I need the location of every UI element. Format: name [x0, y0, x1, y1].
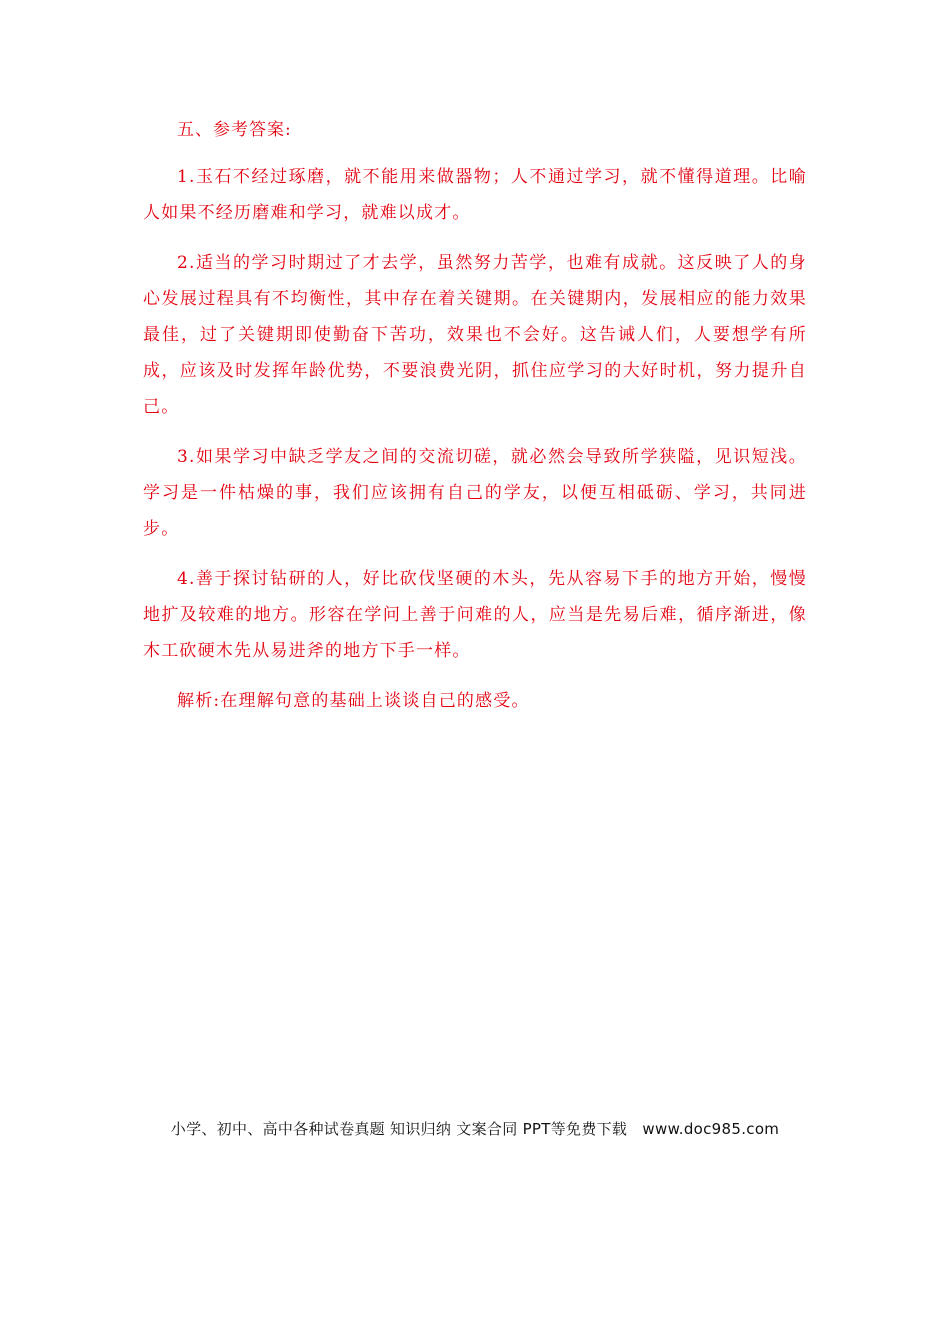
answer-section: [143, 113, 807, 733]
answer-1: 1.玉石不经过琢磨，就不能用来做器物；人不通过学习，就不懂得道理。比喻人如果不经历磨难和学习，就难以成才。: [143, 167, 807, 223]
answer-3: 3.如果学习中缺乏学友之间的交流切磋，就必然会导致所学狭隘，见识短浅。学习是一件枯燥的事，我们应该拥有自己的学友，以便互相砥砺、学习，共同进步。: [143, 447, 807, 539]
section-title: 五、参考答案:: [177, 120, 292, 140]
footer-text: 小学、初中、高中各种试卷真题 知识归纳 文案合同 PPT等免费下载 www.doc985.com: [170, 1120, 780, 1138]
answer-4: 4.善于探讨钻研的人，好比砍伐坚硬的木头，先从容易下手的地方开始，慢慢地扩及较难的地方。形容在学问上善于问难的人，应当是先易后难，循序渐进，像木工砍硬木先从易进斧的地方下手一样。: [143, 569, 807, 661]
analysis-note: 解析:在理解句意的基础上谈谈自己的感受。: [177, 691, 530, 711]
answer-2: 2.适当的学习时期过了才去学，虽然努力苦学，也难有成就。这反映了人的身心发展过程具有不均衡性，其中存在着关键期。在关键期内，发展相应的能力效果最佳，过了关键期即使勤奋下苦功，效果也不会好。这告诫人们，人要想学有所成，应该及时发挥年龄优势，不要浪费光阴，抓住应学习的大好时机，努力提升自己。: [143, 253, 807, 417]
